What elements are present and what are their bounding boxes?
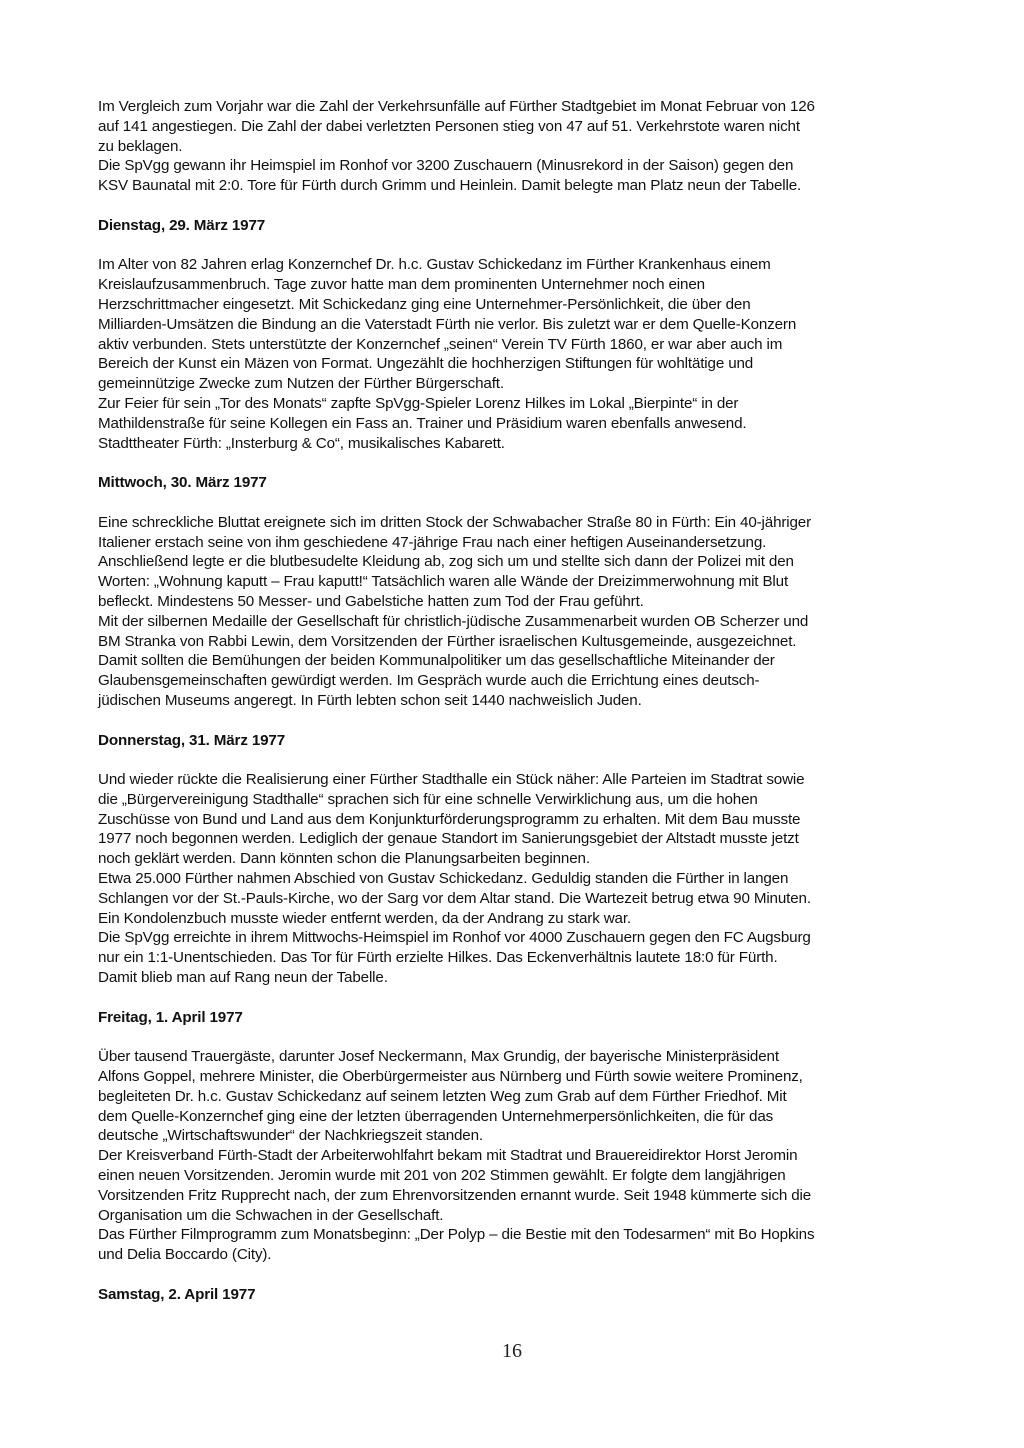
text-line: die „Bürgervereinigung Stadthalle“ sprachen sich für eine schnelle Verwirklichung aus, um die hohen (98, 790, 758, 808)
day-section (98, 196, 948, 453)
spacer (98, 236, 948, 256)
spacer (98, 1027, 948, 1047)
date-heading: Samstag, 2. April 1977 (98, 1285, 256, 1303)
text-line: Die SpVgg erreichte in ihrem Mittwochs-Heimspiel im Ronhof vor 4000 Zuschauern gegen den FC Augsburg (98, 929, 811, 947)
date-heading: Donnerstag, 31. März 1977 (98, 731, 286, 749)
text-line: BM Stranka von Rabbi Lewin, dem Vorsitzenden der Fürther israelischen Kultusgemeinde, ausgezeichnet. (98, 632, 797, 650)
text-line: und Delia Boccardo (City). (98, 1246, 272, 1264)
text-line: gemeinnützige Zwecke zum Nutzen der Fürther Bürgerschaft. (98, 375, 504, 393)
text-line: Anschließend legte er die blutbesudelte Kleidung ab, zog sich um und stellte sich dann der Polizei mit den (98, 553, 794, 571)
spacer (98, 1305, 948, 1325)
text-line: Vorsitzenden Fritz Rupprecht nach, der zum Ehrenvorsitzenden ernannt wurde. Seit 1948 kümmerte sich die (98, 1186, 812, 1204)
date-heading: Mittwoch, 30. März 1977 (98, 474, 267, 492)
spacer (98, 493, 948, 513)
text-line: nur ein 1:1-Unentschieden. Das Tor für Fürth erzielte Hilkes. Das Eckenverhältnis lautete 18:0 für Fürth. (98, 949, 778, 967)
text-line: Bereich der Kunst ein Mäzen von Format. Ungezählt die hochherzigen Stiftungen für wohltätige und (98, 355, 754, 373)
day-section (98, 711, 948, 988)
text-line: Eine schreckliche Bluttat ereignete sich im dritten Stock der Schwabacher Straße 80 in Fürth: Ein 40-jähriger (98, 513, 811, 531)
text-line: Ein Kondolenzbuch musste wieder entfernt werden, da der Andrang zu stark war. (98, 909, 631, 927)
text-line: Im Alter von 82 Jahren erlag Konzernchef Dr. h.c. Gustav Schickedanz im Fürther Krankenhaus einem (98, 256, 771, 274)
text-line: Damit sollten die Bemühungen der beiden Kommunalpolitiker um das gesellschaftliche Miteinander der (98, 652, 775, 670)
text-line: Herzschrittmacher eingesetzt. Mit Schickedanz ging eine Unternehmer-Persönlichkeit, die über den (98, 295, 751, 313)
text-line: Zur Feier für sein „Tor des Monats“ zapfte SpVgg-Spieler Lorenz Hilkes im Lokal „Bierpinte“ in der (98, 394, 739, 412)
text-line: aktiv verbunden. Stets unterstützte der Konzernchef „seinen“ Verein TV Fürth 1860, er war aber auch im (98, 335, 783, 353)
spacer (98, 711, 948, 731)
text-line: Organisation um die Schwachen in der Gesellschaft. (98, 1206, 444, 1224)
text-line: Kreislaufzusammenbruch. Tage zuvor hatte man dem prominenten Unternehmer noch einen (98, 276, 705, 294)
text-line: dem Quelle-Konzernchef ging eine der letzten überragenden Unternehmerpersönlichkeiten, die für das (98, 1107, 774, 1125)
day-section (98, 1265, 948, 1324)
spacer (98, 750, 948, 770)
spacer (98, 988, 948, 1008)
text-line: 1977 noch begonnen werden. Lediglich der genaue Standort im Sanierungsgebiet der Altstadt musste jetzt (98, 830, 799, 848)
text-line: Zuschüsse von Bund und Land aus dem Konjunkturförderungsprogramm zu erhalten. Mit dem Bau musste (98, 810, 801, 828)
intro-section (98, 97, 948, 196)
text-line: Alfons Goppel, mehrere Minister, die Oberbürgermeister aus Nürnberg und Fürth sowie weitere Prominenz, (98, 1068, 803, 1086)
text-line: befleckt. Mindestens 50 Messer- und Gabelstiche hatten zum Tod der Frau geführt. (98, 592, 644, 610)
spacer (98, 453, 948, 473)
text-line: Und wieder rückte die Realisierung einer Fürther Stadthalle ein Stück näher: Alle Parteien im Stadtrat sowie (98, 771, 805, 789)
text-line: Der Kreisverband Fürth-Stadt der Arbeiterwohlfahrt bekam mit Stadtrat und Brauereidirektor Horst Jeromin (98, 1147, 798, 1165)
text-line: Stadttheater Fürth: „Insterburg & Co“, musikalisches Kabarett. (98, 434, 505, 452)
text-line: Mathildenstraße für seine Kollegen ein Fass an. Trainer und Präsidium waren ebenfalls anwesend. (98, 414, 747, 432)
text-line: auf 141 angestiegen. Die Zahl der dabei verletzten Personen stieg von 47 auf 51. Verkehrstote waren nicht (98, 117, 800, 135)
text-line: einen neuen Vorsitzenden. Jeromin wurde mit 201 von 202 Stimmen gewählt. Er folgte dem langjährigen (98, 1167, 786, 1185)
day-sections (98, 196, 948, 1324)
text-line: Das Fürther Filmprogramm zum Monatsbeginn: „Der Polyp – die Bestie mit den Todesarmen“ mit Bo Hopkins (98, 1226, 815, 1244)
text-line: Glaubensgemeinschaften gewürdigt werden. Im Gespräch wurde auch die Errichtung eines deutsch- (98, 672, 760, 690)
text-line: Worten: „Wohnung kaputt – Frau kaputt!“ Tatsächlich waren alle Wände der Dreizimmerwohnung mit Blut (98, 573, 789, 591)
text-line: Milliarden-Umsätzen die Bindung an die Vaterstadt Fürth nie verlor. Bis zuletzt war er dem Quelle-Konzern (98, 315, 797, 333)
text-line: Schlangen vor der St.-Pauls-Kirche, wo der Sarg vor dem Altar stand. Die Wartezeit betrug etwa 90 Minuten. (98, 889, 811, 907)
text-line: Italiener erstach seine von ihm geschiedene 47-jährige Frau nach einer heftigen Auseinandersetzung. (98, 533, 767, 551)
date-heading: Freitag, 1. April 1977 (98, 1008, 243, 1026)
text-line: Die SpVgg gewann ihr Heimspiel im Ronhof vor 3200 Zuschauern (Minusrekord in der Saison) gegen den (98, 157, 794, 175)
page-number: 16 (502, 1340, 522, 1362)
text-line: jüdischen Museums angeregt. In Fürth lebten schon seit 1440 nachweislich Juden. (98, 691, 642, 709)
text-line: Mit der silbernen Medaille der Gesellschaft für christlich-jüdische Zusammenarbeit wurden OB Scherzer und (98, 612, 809, 630)
day-section (98, 453, 948, 710)
day-section (98, 988, 948, 1265)
text-line: Damit blieb man auf Rang neun der Tabelle. (98, 969, 388, 987)
text-line: Im Vergleich zum Vorjahr war die Zahl der Verkehrsunfälle auf Fürther Stadtgebiet im Monat Februar von 126 (98, 98, 815, 115)
spacer (98, 1265, 948, 1285)
text-line: zu beklagen. (98, 137, 183, 155)
text-line: KSV Baunatal mit 2:0. Tore für Fürth durch Grimm und Heinlein. Damit belegte man Platz neun der Tabelle. (98, 177, 802, 195)
document-page (98, 97, 948, 1324)
text-line: Über tausend Trauergäste, darunter Josef Neckermann, Max Grundig, der bayerische Ministerpräsident (98, 1048, 779, 1066)
spacer (98, 196, 948, 216)
text-line: begleiteten Dr. h.c. Gustav Schickedanz auf seinem letzten Weg zum Grab auf dem Fürther Friedhof. Mit (98, 1087, 787, 1105)
text-line: deutsche „Wirtschaftswunder“ der Nachkriegszeit standen. (98, 1127, 483, 1145)
text-line: noch geklärt werden. Dann könnten schon die Planungsarbeiten beginnen. (98, 850, 590, 868)
date-heading: Dienstag, 29. März 1977 (98, 216, 266, 234)
text-line: Etwa 25.000 Fürther nahmen Abschied von Gustav Schickedanz. Geduldig standen die Fürther in langen (98, 870, 789, 888)
